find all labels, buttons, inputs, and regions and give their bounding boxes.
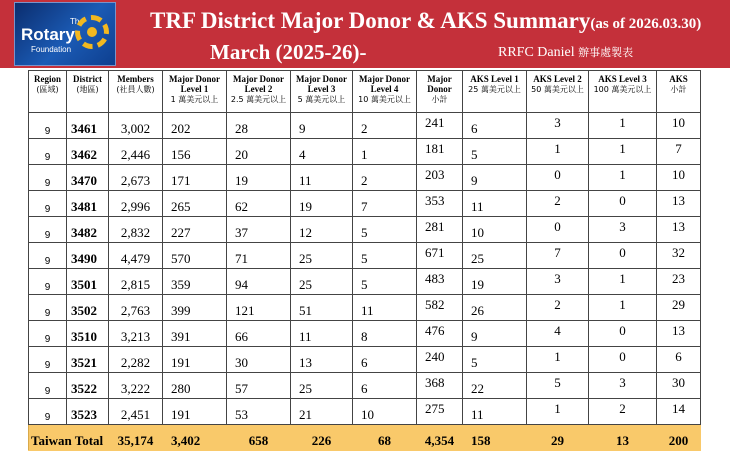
table-row	[29, 295, 701, 321]
table-row	[29, 165, 701, 191]
table-row	[29, 373, 701, 399]
cell-md3: 19	[291, 191, 353, 217]
total-aks2: 29	[527, 425, 589, 451]
cell-aks-subtotal: 14	[657, 399, 701, 425]
cell-md2: 37	[227, 217, 291, 243]
cell-region: 9	[29, 113, 67, 139]
total-aks3: 13	[589, 425, 657, 451]
cell-md1: 202	[163, 113, 227, 139]
col-header-md3: Major Donor Level 3 5 萬美元以上	[291, 71, 353, 113]
cell-md4: 11	[353, 295, 417, 321]
cell-aks1: 5	[463, 139, 527, 165]
cell-district: 3502	[67, 295, 109, 321]
table-row	[29, 269, 701, 295]
cell-aks-subtotal: 7	[657, 139, 701, 165]
cell-region: 9	[29, 399, 67, 425]
col-header-md2: Major Donor Level 2 2.5 萬美元以上	[227, 71, 291, 113]
total-aks1: 158	[463, 425, 527, 451]
cell-aks2: 1	[527, 347, 589, 373]
cell-md-subtotal: 582	[417, 295, 463, 321]
cell-aks-subtotal: 10	[657, 165, 701, 191]
cell-aks3: 0	[589, 347, 657, 373]
cell-md3: 13	[291, 347, 353, 373]
cell-md3: 25	[291, 373, 353, 399]
total-md-subtotal: 4,354	[417, 425, 463, 451]
cell-aks2: 5	[527, 373, 589, 399]
cell-aks3: 0	[589, 191, 657, 217]
col-header-aks2: AKS Level 2 50 萬美元以上	[527, 71, 589, 113]
cell-aks-subtotal: 13	[657, 217, 701, 243]
cell-aks1: 9	[463, 321, 527, 347]
cell-md4: 10	[353, 399, 417, 425]
cell-aks-subtotal: 6	[657, 347, 701, 373]
cell-aks3: 0	[589, 243, 657, 269]
logo-the: The	[70, 17, 84, 26]
cell-md-subtotal: 476	[417, 321, 463, 347]
total-row	[29, 425, 701, 451]
table-row	[29, 113, 701, 139]
cell-md3: 11	[291, 165, 353, 191]
table-row	[29, 347, 701, 373]
cell-md4: 5	[353, 217, 417, 243]
cell-md4: 6	[353, 373, 417, 399]
total-md3: 226	[291, 425, 353, 451]
cell-district: 3522	[67, 373, 109, 399]
title-banner	[0, 0, 730, 68]
cell-district: 3490	[67, 243, 109, 269]
cell-aks1: 11	[463, 399, 527, 425]
cell-md4: 5	[353, 243, 417, 269]
cell-aks3: 1	[589, 295, 657, 321]
cell-region: 9	[29, 373, 67, 399]
col-header-aks1: AKS Level 1 25 萬美元以上	[463, 71, 527, 113]
donor-summary-table	[28, 70, 701, 451]
cell-md4: 1	[353, 139, 417, 165]
cell-md2: 20	[227, 139, 291, 165]
cell-md1: 399	[163, 295, 227, 321]
total-md4: 68	[353, 425, 417, 451]
cell-members: 2,832	[109, 217, 163, 243]
cell-md4: 8	[353, 321, 417, 347]
cell-aks-subtotal: 13	[657, 321, 701, 347]
credit-name: RRFC Daniel	[498, 45, 575, 60]
cell-aks-subtotal: 29	[657, 295, 701, 321]
col-header-md1: Major Donor Level 1 1 萬美元以上	[163, 71, 227, 113]
cell-district: 3501	[67, 269, 109, 295]
cell-region: 9	[29, 217, 67, 243]
cell-aks1: 22	[463, 373, 527, 399]
cell-members: 4,479	[109, 243, 163, 269]
cell-members: 3,222	[109, 373, 163, 399]
total-md2: 658	[227, 425, 291, 451]
cell-md2: 121	[227, 295, 291, 321]
cell-md4: 2	[353, 165, 417, 191]
cell-md3: 51	[291, 295, 353, 321]
cell-md-subtotal: 240	[417, 347, 463, 373]
table-row	[29, 321, 701, 347]
cell-aks3: 1	[589, 165, 657, 191]
cell-md3: 25	[291, 269, 353, 295]
cell-aks-subtotal: 10	[657, 113, 701, 139]
cell-aks3: 2	[589, 399, 657, 425]
cell-aks3: 1	[589, 113, 657, 139]
cell-md1: 265	[163, 191, 227, 217]
cell-md3: 12	[291, 217, 353, 243]
cell-aks1: 25	[463, 243, 527, 269]
cell-md1: 280	[163, 373, 227, 399]
cell-region: 9	[29, 321, 67, 347]
cell-md2: 30	[227, 347, 291, 373]
cell-region: 9	[29, 243, 67, 269]
cell-members: 2,763	[109, 295, 163, 321]
cell-region: 9	[29, 139, 67, 165]
col-header-district: District (地區)	[67, 71, 109, 113]
cell-district: 3523	[67, 399, 109, 425]
title-as-of: (as of 2026.03.30)	[590, 16, 702, 32]
cell-md-subtotal: 368	[417, 373, 463, 399]
cell-aks-subtotal: 23	[657, 269, 701, 295]
cell-md2: 19	[227, 165, 291, 191]
cell-region: 9	[29, 295, 67, 321]
cell-md1: 227	[163, 217, 227, 243]
cell-district: 3481	[67, 191, 109, 217]
cell-district: 3482	[67, 217, 109, 243]
cell-district: 3510	[67, 321, 109, 347]
cell-aks1: 19	[463, 269, 527, 295]
cell-district: 3470	[67, 165, 109, 191]
total-members: 35,174	[109, 425, 163, 451]
cell-region: 9	[29, 191, 67, 217]
total-md1: 3,402	[163, 425, 227, 451]
col-header-members: Members (社員人數)	[109, 71, 163, 113]
cell-aks2: 0	[527, 165, 589, 191]
cell-md1: 570	[163, 243, 227, 269]
cell-members: 2,815	[109, 269, 163, 295]
cell-md-subtotal: 275	[417, 399, 463, 425]
table-row	[29, 217, 701, 243]
cell-aks3: 3	[589, 373, 657, 399]
page-subtitle: March (2025-26)-	[210, 40, 367, 64]
cell-md3: 4	[291, 139, 353, 165]
cell-aks2: 1	[527, 399, 589, 425]
cell-md4: 2	[353, 113, 417, 139]
table-header-row	[29, 71, 701, 113]
cell-members: 3,002	[109, 113, 163, 139]
credit-cjk: 辦事處製表	[578, 46, 634, 59]
cell-md2: 53	[227, 399, 291, 425]
cell-md-subtotal: 671	[417, 243, 463, 269]
cell-members: 2,446	[109, 139, 163, 165]
cell-aks2: 2	[527, 191, 589, 217]
table-row	[29, 139, 701, 165]
cell-district: 3462	[67, 139, 109, 165]
cell-md-subtotal: 483	[417, 269, 463, 295]
title-main: TRF District Major Donor & AKS Summary	[150, 8, 591, 33]
cell-members: 2,996	[109, 191, 163, 217]
table-row	[29, 243, 701, 269]
cell-md2: 62	[227, 191, 291, 217]
cell-md3: 9	[291, 113, 353, 139]
rotary-wheel-icon	[75, 15, 109, 49]
cell-aks2: 1	[527, 139, 589, 165]
total-aks-subtotal: 200	[657, 425, 701, 451]
cell-members: 2,451	[109, 399, 163, 425]
cell-md3: 25	[291, 243, 353, 269]
cell-aks3: 3	[589, 217, 657, 243]
cell-members: 2,282	[109, 347, 163, 373]
cell-md4: 7	[353, 191, 417, 217]
cell-aks1: 11	[463, 191, 527, 217]
cell-md-subtotal: 203	[417, 165, 463, 191]
cell-md-subtotal: 241	[417, 113, 463, 139]
cell-aks2: 2	[527, 295, 589, 321]
table-row	[29, 191, 701, 217]
cell-md3: 21	[291, 399, 353, 425]
cell-aks-subtotal: 32	[657, 243, 701, 269]
cell-md2: 57	[227, 373, 291, 399]
cell-md1: 391	[163, 321, 227, 347]
cell-district: 3521	[67, 347, 109, 373]
cell-md2: 66	[227, 321, 291, 347]
cell-aks1: 9	[463, 165, 527, 191]
cell-md1: 359	[163, 269, 227, 295]
cell-district: 3461	[67, 113, 109, 139]
cell-md2: 28	[227, 113, 291, 139]
table-row	[29, 399, 701, 425]
col-header-aks-subtotal: AKS 小計	[657, 71, 701, 113]
cell-aks3: 0	[589, 321, 657, 347]
cell-aks1: 26	[463, 295, 527, 321]
cell-aks1: 5	[463, 347, 527, 373]
cell-aks-subtotal: 30	[657, 373, 701, 399]
cell-md1: 191	[163, 399, 227, 425]
cell-region: 9	[29, 165, 67, 191]
cell-md-subtotal: 281	[417, 217, 463, 243]
cell-aks2: 4	[527, 321, 589, 347]
cell-md2: 71	[227, 243, 291, 269]
cell-aks1: 6	[463, 113, 527, 139]
cell-aks3: 1	[589, 139, 657, 165]
col-header-region: Region (區域)	[29, 71, 67, 113]
rotary-foundation-logo	[14, 2, 116, 66]
cell-md4: 6	[353, 347, 417, 373]
cell-aks2: 3	[527, 269, 589, 295]
total-label: Taiwan Total	[29, 425, 109, 451]
cell-aks2: 3	[527, 113, 589, 139]
logo-rotary: Rotary	[21, 25, 75, 44]
cell-aks3: 1	[589, 269, 657, 295]
cell-region: 9	[29, 347, 67, 373]
page-title	[150, 8, 701, 34]
cell-md3: 11	[291, 321, 353, 347]
credit-line	[498, 44, 633, 61]
cell-aks1: 10	[463, 217, 527, 243]
col-header-aks3: AKS Level 3 100 萬美元以上	[589, 71, 657, 113]
cell-members: 2,673	[109, 165, 163, 191]
cell-aks2: 7	[527, 243, 589, 269]
col-header-md-subtotal: Major Donor 小計	[417, 71, 463, 113]
cell-region: 9	[29, 269, 67, 295]
cell-md2: 94	[227, 269, 291, 295]
cell-members: 3,213	[109, 321, 163, 347]
cell-md1: 171	[163, 165, 227, 191]
cell-aks-subtotal: 13	[657, 191, 701, 217]
cell-aks2: 0	[527, 217, 589, 243]
cell-md-subtotal: 181	[417, 139, 463, 165]
cell-md-subtotal: 353	[417, 191, 463, 217]
col-header-md4: Major Donor Level 4 10 萬美元以上	[353, 71, 417, 113]
cell-md1: 191	[163, 347, 227, 373]
cell-md1: 156	[163, 139, 227, 165]
logo-foundation: Foundation	[31, 45, 72, 54]
cell-md4: 5	[353, 269, 417, 295]
